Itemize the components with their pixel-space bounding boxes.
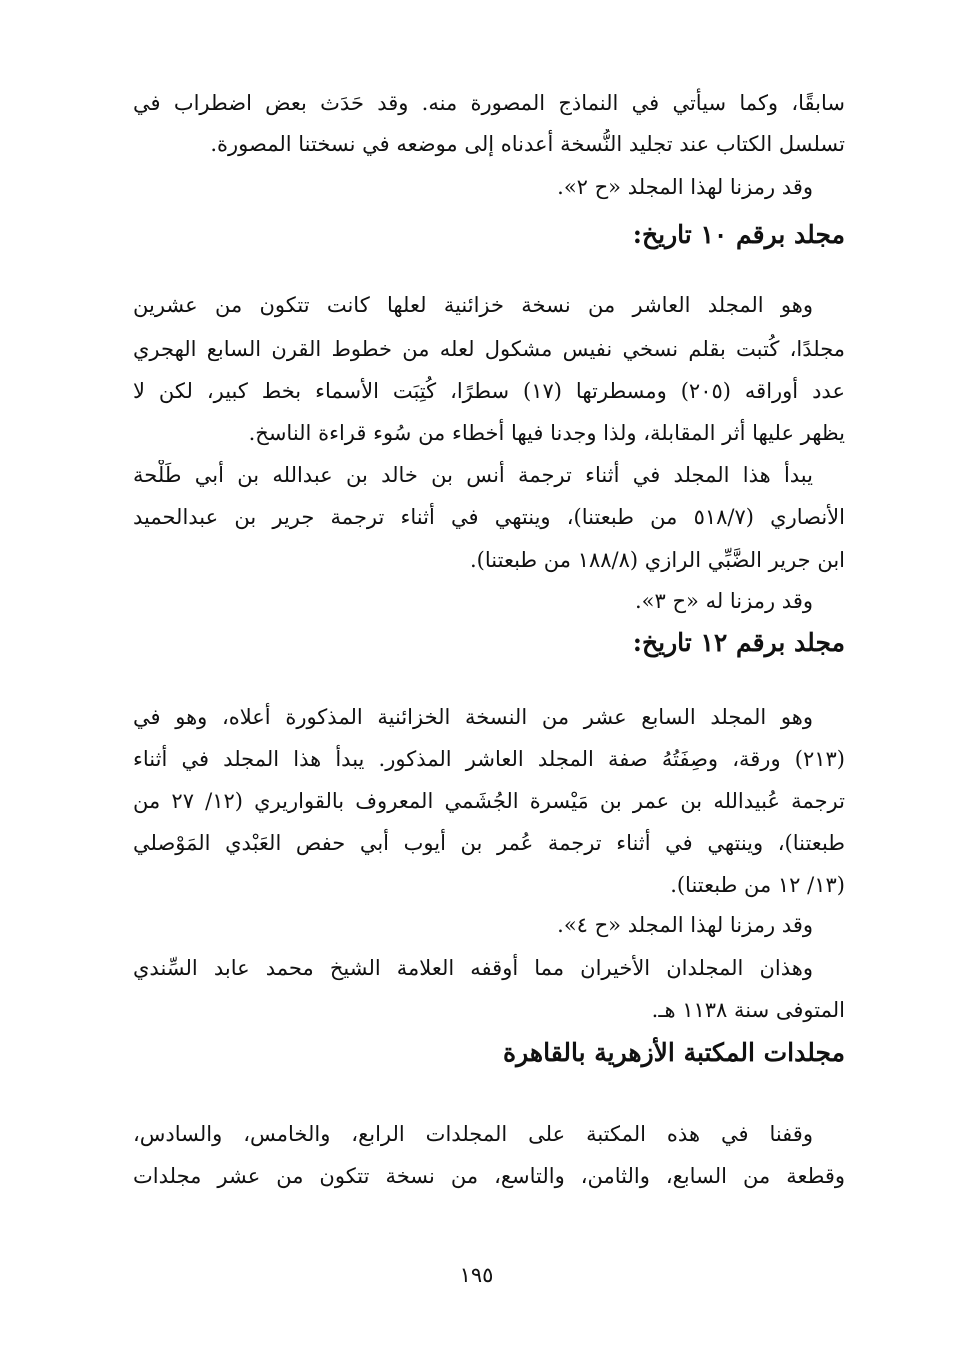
text-line: الأنصاري (٥١٨/٧ من طبعتنا)، وينتهي في أثناء ترجمة جرير بن عبدالحميد [133, 505, 845, 529]
section-heading: مجلد برقم ١٠ تاريخ: [632, 220, 845, 249]
text-line: مجلدًا، كُتبت بقلم نسخي نفيس مشكول لعله من خطوط القرن السابع الهجري [133, 337, 845, 361]
text-line: (١٣/ ١٢ من طبعتنا). [670, 873, 845, 897]
text-line: عدد أوراقه (٢٠٥) ومسطرتها (١٧) سطرًا، كُتِبَت الأسماء بخط كبير، لكن لا [133, 379, 845, 403]
text-line: وقد رمزنا لهذا المجلد «ح ٤». [557, 913, 813, 937]
text-line: وقد رمزنا له «ح ٣». [635, 589, 813, 613]
section-heading: مجلدات المكتبة الأزهرية بالقاهرة [503, 1038, 845, 1067]
section-heading: مجلد برقم ١٢ تاريخ: [632, 628, 845, 657]
text-line: سابقًا، وكما سيأتي في النماذج المصورة منه. وقد حَدَث بعض اضطراب في [133, 91, 845, 115]
text-line: وهو المجلد السابع عشر من النسخة الخزائنية المذكورة أعلاه، وهو في [133, 705, 813, 729]
text-line: يظهر عليها أثر المقابلة، ولذا وجدنا فيها أخطاء من سُوء قراءة الناسخ. [248, 421, 845, 445]
text-line: (٢١٣) ورقة، وصِفَتُهُ صفة المجلد العاشر المذكور. يبدأ هذا المجلد في أثناء [133, 747, 845, 771]
text-line: طبعتنا)، وينتهي في أثناء ترجمة عُمر بن أيوب أبي حفص العَبْدي المَوْصلي [133, 831, 845, 855]
text-line: وقطعة من السابع، والثامن، والتاسع، من نسخة تتكون من عشر مجلدات [133, 1164, 845, 1188]
page-number: ١٩٥ [459, 1263, 494, 1287]
text-line: ابن جرير الضَّبِّي الرازي (١٨٨/٨ من طبعتنا). [470, 548, 845, 572]
text-line: تسلسل الكتاب عند تجليد النُّسخة أعدناه إلى موضعه في نسختنا المصورة. [210, 132, 845, 156]
text-line: يبدأ هذا المجلد في أثناء ترجمة أنس بن خالد بن عبدالله بن أبي طَلْحة [133, 463, 813, 487]
text-line: وهذان المجلدان الأخيران مما أوقفه العلامة الشيخ محمد عابد السِّندي [133, 956, 813, 980]
text-line: ترجمة عُبيدالله بن عمر بن مَيْسرة الجُشَمي المعروف بالقواريري (١٢/ ٢٧ من [133, 789, 845, 813]
text-line: وهو المجلد العاشر من نسخة خزائنية لعلها كانت تتكون من عشرين [133, 293, 813, 317]
text-line: المتوفى سنة ١١٣٨ هـ. [651, 998, 845, 1022]
text-line: وقد رمزنا لهذا المجلد «ح ٢». [557, 175, 813, 199]
text-line: وقفنا في هذه المكتبة على المجلدات الرابع، والخامس، والسادس، [133, 1122, 813, 1146]
